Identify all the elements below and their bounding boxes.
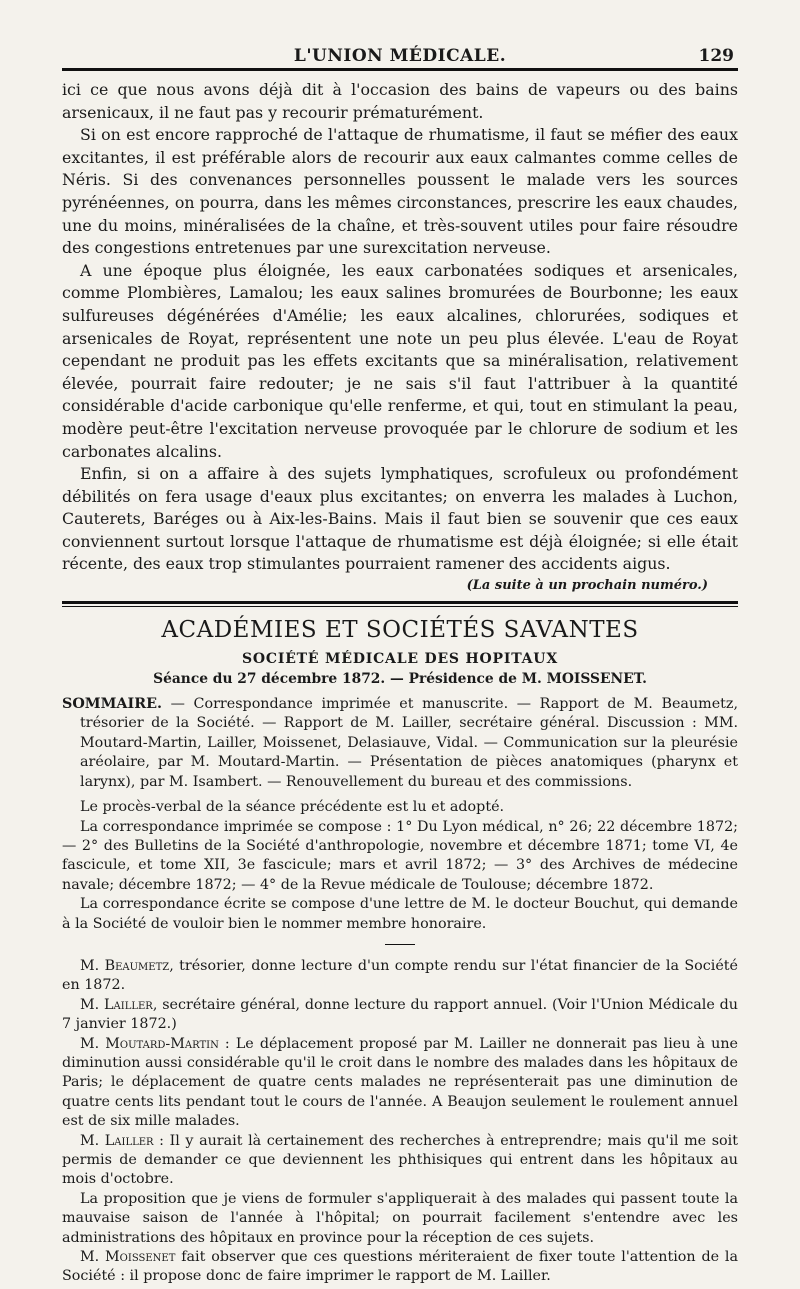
running-head — [62, 28, 738, 64]
speaker-text: , secrétaire général, donne lecture du rapport annuel. (Voir l'Union Médicale du 7 janvier 1872.) — [62, 996, 738, 1033]
seance-line: Séance du 27 décembre 1872. — Présidence de M. MOISSENET. — [153, 671, 647, 688]
journal-title: L'UNION MÉDICALE. — [293, 46, 507, 66]
minutes-paragraph: La correspondance imprimée se compose : 1° Du Lyon médical, n° 26; 22 décembre 1872; — 2° des Bulletins de la Société d'anthropologie, novembre et décembre 1871; tome VI, 4e fascicule, et tome XII, 3e fascicule; mars et avril 1872; — 3° des Archives de médecine navale; décembre 1872; — 4° de la Revue médicale de Toulouse; décembre 1872. — [62, 818, 738, 893]
speaker-paragraph — [62, 1190, 738, 1248]
header-rule — [62, 68, 738, 71]
speaker-name: M. Lailler — [80, 996, 153, 1013]
page-number: 129 — [698, 46, 734, 66]
speaker-name: M. Beaumetz — [80, 957, 170, 974]
speaker-name: M. Moutard-Martin — [80, 1035, 219, 1052]
speaker-paragraph — [62, 1248, 738, 1287]
speaker-text: La proposition que je viens de formuler s'appliquerait à des malades qui passent toute la mauvaise saison de l'année à l'hôpital; on pourrait facilement s'entendre avec les administrations des hôpitaux en province pour la réception de ces sujets. — [62, 1190, 738, 1246]
section-rule — [62, 601, 738, 607]
article-body — [62, 79, 738, 593]
speaker-paragraph — [62, 996, 738, 1035]
speaker-paragraph — [62, 1035, 738, 1132]
speaker-text: , trésorier, donne lecture d'un compte rendu sur l'état financier de la Société en 1872. — [62, 957, 739, 994]
article-paragraph: A une époque plus éloignée, les eaux carbonatées sodiques et arsenicales, comme Plombières, Lamalou; les eaux salines bromurées de Bourbonne; les eaux sulfureuses dégénérées d'Amélie; les eaux alcalines, chlorurées, sodiques et arsenicales de Royat, représentent une note un peu plus élevée. L'eau de Royat cependant ne produit pas les effets excitants que sa minéralisation, relativement élevée, pourrait faire redouter; je ne sais s'il faut l'attribuer à la quantité considérable d'acide carbonique qu'elle renferme, et qui, tout en stimulant la peau, modère peut-être l'excitation nerveuse provoquée par le chlorure de sodium et les carbonates alcalins. — [62, 260, 738, 461]
sommaire — [62, 695, 738, 792]
continuation-note: (La suite à un prochain numéro.) — [466, 578, 708, 594]
speaker-text: fait observer que ces questions mériteraient de fixer toute l'attention de la Société : il propose donc de faire imprimer le rapport de M. Lailler. — [62, 1249, 738, 1285]
article-paragraph: ici ce que nous avons déjà dit à l'occasion des bains de vapeurs ou des bains arsenicaux, il ne faut pas y recourir prématurément. — [62, 80, 738, 122]
page — [62, 28, 738, 1287]
speaker-text: : Il y aurait là certainement des recherches à entreprendre; mais qu'il me soit permis de demander ce que deviennent les phthisiques qui entrent dans les hôpitaux au mois d'octobre. — [62, 1132, 738, 1188]
section-title: ACADÉMIES ET SOCIÉTÉS SAVANTES — [161, 617, 639, 644]
speaker-text: : Le déplacement proposé par M. Lailler ne donnerait pas lieu à une diminution aussi considérable qu'il le croit dans le nombre des malades dans les hôpitaux de Paris; le déplacement de quatre cents malades ne représenterait pas une diminution de quatre cents lits pendant tout le cours de l'année. A Beaujon seulement le roulement annuel est de six mille malades. — [62, 1035, 738, 1130]
speaker-paragraph — [62, 957, 738, 996]
article-paragraph: Enfin, si on a affaire à des sujets lymphatiques, scrofuleux ou profondément débilités on fera usage d'eaux plus excitantes; on enverra les malades à Luchon, Cauterets, Baréges ou à Aix-les-Bains. Mais il faut bien se souvenir que ces eaux conviennent surtout lorsque l'attaque de rhumatisme est déjà éloignée; si elle était récente, des eaux trop stimulantes pourraient ramener des accidents aigus. — [62, 464, 738, 574]
minutes-paragraph: La correspondance écrite se compose d'une lettre de M. le docteur Bouchut, qui demande à la Société de vouloir bien le nommer membre honoraire. — [62, 896, 738, 932]
separator — [385, 944, 415, 945]
speaker-paragraph — [62, 1132, 738, 1190]
minutes-paragraph: Le procès-verbal de la séance précédente est lu et adopté. — [80, 799, 505, 816]
speaker-name: M. Moissenet — [80, 1249, 176, 1266]
sommaire-label: SOMMAIRE. — [62, 696, 162, 713]
sommaire-text: — Correspondance imprimée et manuscrite. — Rapport de M. Beaumetz, trésorier de la Société. — Rapport de M. Lailler, secrétaire général. Discussion : MM. Moutard-Martin, Lailler, Moissenet, Delasiauve, Vidal. — Communication sur la pleurésie aréolaire, par M. Moutard-Martin. — Présentation de pièces anatomiques (pharynx et larynx), par M. Isambert. — Renouvellement du bureau et des commissions. — [80, 696, 738, 790]
speaker-name: M. Lailler — [80, 1132, 154, 1149]
article-paragraph: Si on est encore rapproché de l'attaque de rhumatisme, il faut se méfier des eaux excitantes, il est préférable alors de recourir aux eaux calmantes comme celles de Néris. Si des convenances personnelles poussent le malade vers les sources pyrénéennes, on pourra, dans les mêmes circonstances, prescrire les eaux chaudes, une du moins, minéralisées de la chaîne, et très-souvent utiles pour faire résoudre des congestions entretenues par une surexcitation nerveuse. — [62, 125, 738, 258]
society-name: SOCIÉTÉ MÉDICALE DES HOPITAUX — [242, 651, 558, 668]
